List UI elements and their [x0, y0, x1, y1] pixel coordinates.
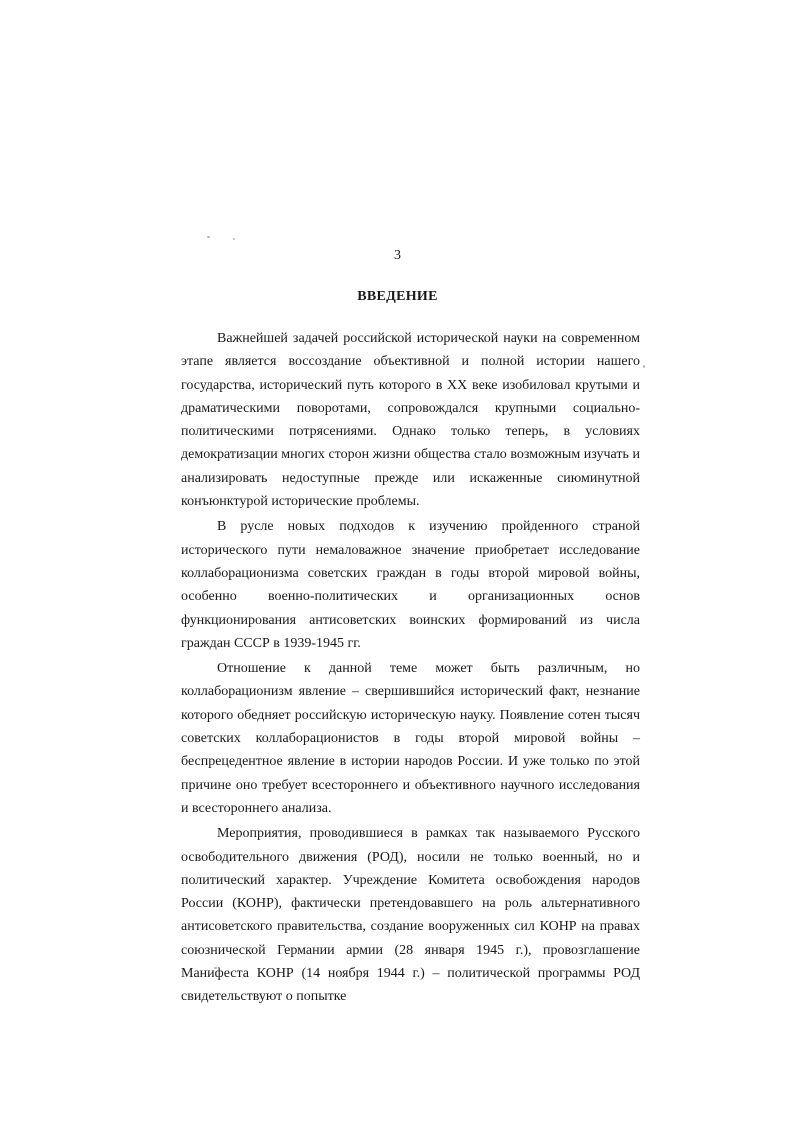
- scan-speck: [643, 365, 645, 368]
- scan-speck: [207, 236, 210, 238]
- section-heading: ВВЕДЕНИЕ: [357, 289, 438, 304]
- paragraph: Мероприятия, проводившиеся в рамках так называемого Русского освободительного движения (РОД), носили не только военный, но и политический характер. Учреждение Комитета освобождения народов России (КОНР), фактически претендовавшего на роль альтернативного антисоветского правительства, создание вооруженных сил КОНР на правах союзнической Германии армии (28 января 1945 г.), провозглашение Манифеста КОНР (14 ноября 1944 г.) – политической программы РОД свидетельствуют о попытке: [181, 826, 640, 1005]
- paragraph: Отношение к данной теме может быть различным, но коллаборационизм явление – свершившийся исторический факт, незнание которого обедняет российскую историческую науку. Появление сотен тысяч советских коллаборационистов в годы второй мировой войны – беспрецедентное явление в истории народов России. И уже только по этой причине оно требует всестороннего и объективного научного исследования и всестороннего анализа.: [181, 661, 640, 816]
- body-text: [181, 327, 640, 1009]
- paragraph: Важнейшей задачей российской исторической науки на современном этапе является воссоздание объективной и полной истории нашего государства, исторический путь которого в XX веке изобиловал крутыми и драматическими поворотами, сопровождался крупными социально-политическими потрясениями. Однако только теперь, в условиях демократизации многих сторон жизни общества стало возможным изучать и анализировать недоступные прежде или искаженные сиюминутной конъюнктурой исторические проблемы.: [181, 331, 640, 510]
- paragraph: В русле новых подходов к изучению пройденного страной исторического пути немаловажное значение приобретает исследование коллаборационизма советских граждан в годы второй мировой войны, особенно военно-политических и организационных основ функционирования антисоветских воинских формирований из числа граждан СССР в 1939-1945 гг.: [181, 519, 640, 651]
- page-number: 3: [394, 248, 401, 263]
- scan-speck: [233, 238, 235, 240]
